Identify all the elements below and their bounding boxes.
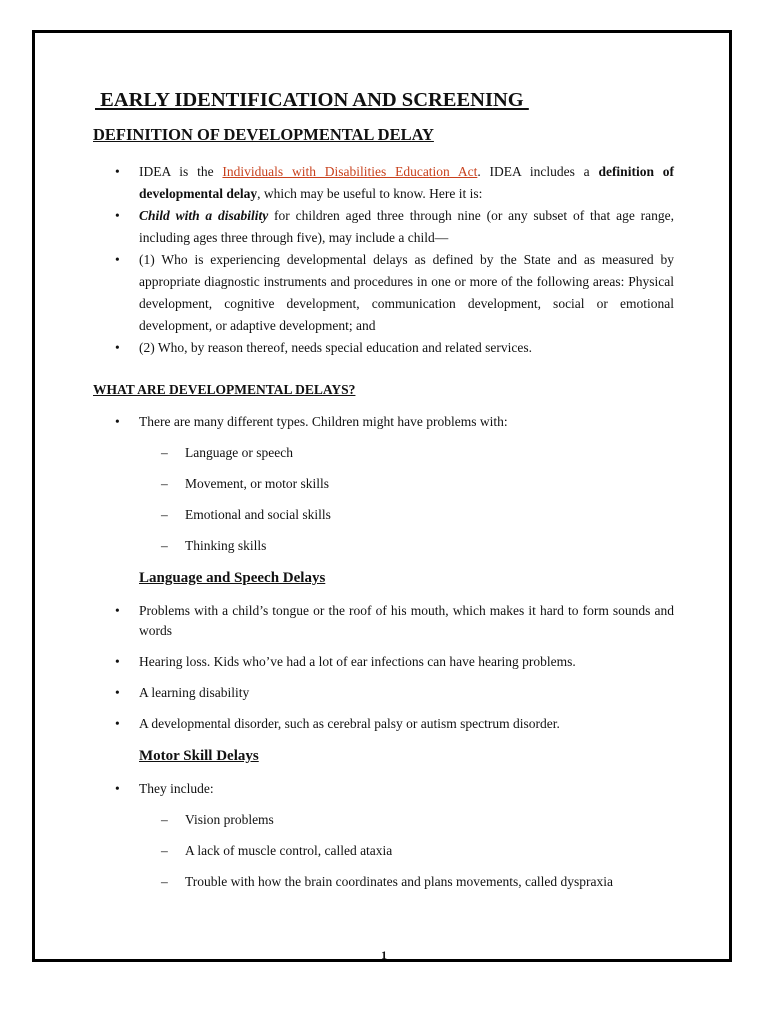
motor-skill-intro-list bbox=[93, 779, 674, 799]
bullet-icon: • bbox=[115, 414, 120, 429]
bullet-icon: • bbox=[115, 252, 120, 267]
bullet-icon: • bbox=[115, 603, 120, 618]
dash-icon: – bbox=[161, 812, 168, 827]
text: for children aged three through nine (or any subset of that age range, including ages three through five), may include a child— bbox=[139, 208, 674, 245]
dash-icon: – bbox=[161, 874, 168, 889]
dash-icon: – bbox=[161, 445, 168, 460]
language-speech-heading: Language and Speech Delays bbox=[139, 570, 326, 586]
text: (2) Who, by reason thereof, needs special education and related services. bbox=[139, 340, 532, 355]
list-item bbox=[93, 474, 674, 494]
list-item bbox=[93, 810, 674, 830]
bullet-icon: • bbox=[115, 340, 120, 355]
document-title: EARLY IDENTIFICATION AND SCREENING bbox=[95, 89, 529, 111]
motor-skill-list bbox=[93, 810, 674, 892]
text: Trouble with how the brain coordinates and plans movements, called dyspraxia bbox=[185, 874, 614, 889]
list-item bbox=[93, 161, 674, 205]
motor-skill-heading: Motor Skill Delays bbox=[139, 748, 259, 764]
section-heading-what-are: WHAT ARE DEVELOPMENTAL DELAYS? bbox=[93, 382, 356, 397]
bullet-icon: • bbox=[115, 654, 120, 669]
bullet-icon: • bbox=[115, 164, 120, 179]
text: . IDEA includes a bbox=[477, 164, 599, 179]
list-item bbox=[93, 652, 674, 672]
text: Vision problems bbox=[185, 812, 274, 827]
text: Emotional and social skills bbox=[185, 507, 331, 522]
dash-icon: – bbox=[161, 507, 168, 522]
bullet-icon: • bbox=[115, 685, 120, 700]
idea-act-link[interactable]: Individuals with Disabilities Education Act bbox=[222, 164, 478, 179]
text: Thinking skills bbox=[185, 538, 267, 553]
bullet-icon: • bbox=[115, 208, 120, 223]
text: IDEA is the bbox=[139, 164, 223, 179]
list-item bbox=[93, 872, 674, 892]
types-list bbox=[93, 443, 674, 556]
definition-list bbox=[93, 161, 674, 359]
text: A developmental disorder, such as cerebral palsy or autism spectrum disorder. bbox=[139, 716, 560, 731]
page-number: 1 bbox=[381, 948, 387, 962]
list-item bbox=[93, 841, 674, 861]
list-item bbox=[93, 779, 674, 799]
list-item bbox=[93, 505, 674, 525]
types-intro-list bbox=[93, 412, 674, 432]
dash-icon: – bbox=[161, 476, 168, 491]
list-item bbox=[93, 536, 674, 556]
text: They include: bbox=[139, 781, 214, 796]
dash-icon: – bbox=[161, 843, 168, 858]
text: (1) Who is experiencing developmental delays as defined by the State and as measured by appropriate diagnostic instruments and procedures in one or more of the following areas: Physical development, cognitive development, communication development, social or emotional development, or adaptive development; and bbox=[139, 252, 674, 333]
language-speech-list bbox=[93, 601, 674, 734]
text: Movement, or motor skills bbox=[185, 476, 329, 491]
bold-italic-text: Child with a disability bbox=[139, 208, 269, 223]
list-item bbox=[93, 249, 674, 337]
dash-icon: – bbox=[161, 538, 168, 553]
list-item bbox=[93, 714, 674, 734]
bullet-icon: • bbox=[115, 716, 120, 731]
text: Language or speech bbox=[185, 445, 293, 460]
text: There are many different types. Children might have problems with: bbox=[139, 414, 508, 429]
list-item bbox=[93, 683, 674, 703]
list-item bbox=[93, 443, 674, 463]
list-item bbox=[93, 205, 674, 249]
bullet-icon: • bbox=[115, 781, 120, 796]
text: Problems with a child’s tongue or the roof of his mouth, which makes it hard to form sounds and words bbox=[139, 603, 674, 638]
bold-text: definition of developmental delay bbox=[139, 164, 674, 201]
list-item bbox=[93, 337, 674, 359]
document-body bbox=[93, 86, 674, 892]
list-item bbox=[93, 412, 674, 432]
text: , which may be useful to know. Here it is: bbox=[257, 186, 483, 201]
section-heading-definition: DEFINITION OF DEVELOPMENTAL DELAY bbox=[93, 125, 434, 144]
text: A lack of muscle control, called ataxia bbox=[185, 843, 393, 858]
list-item bbox=[93, 601, 674, 641]
text: Hearing loss. Kids who’ve had a lot of ear infections can have hearing problems. bbox=[139, 654, 576, 669]
text: A learning disability bbox=[139, 685, 250, 700]
